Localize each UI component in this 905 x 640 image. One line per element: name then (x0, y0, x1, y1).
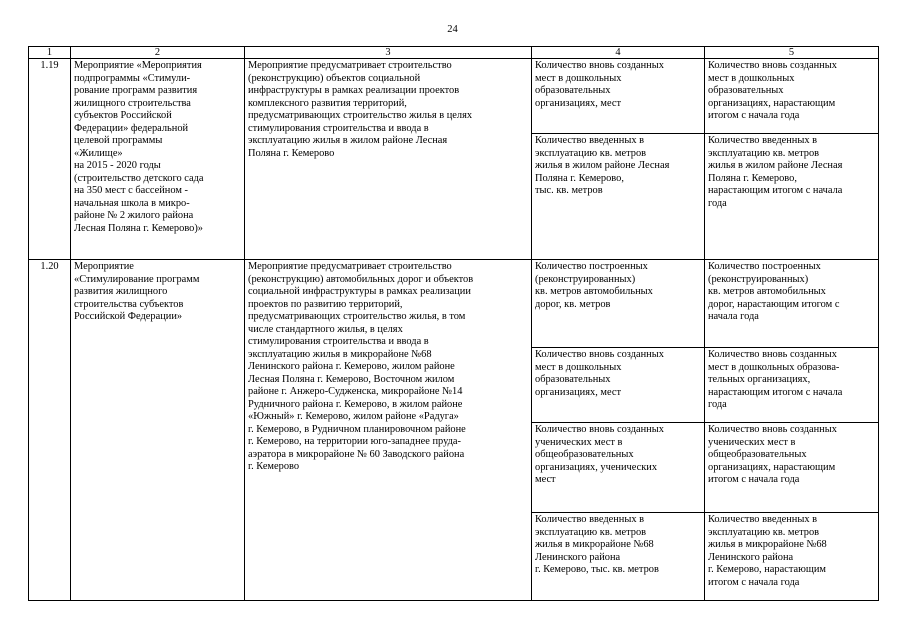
column-number: 4 (532, 47, 705, 59)
column-number: 1 (29, 47, 71, 59)
indicator-cumulative-text: Количество введенных в эксплуатацию кв. метров жилья в микрорайоне №68 Ленинского района г. Кемерово, нарастающим итогом с начала года (705, 513, 879, 601)
table-row (29, 260, 879, 348)
page-number: 24 (447, 24, 458, 35)
indicator-text: Количество построенных (реконструированных) кв. метров автомобильных дорог, кв. метров (532, 260, 705, 348)
indicator-cumulative-text: Количество вновь созданных ученических мест в общеобразовательных организациях, нарастающим итогом с начала года (705, 423, 879, 513)
measures-table (28, 46, 879, 601)
column-number: 5 (705, 47, 879, 59)
table-row (29, 59, 879, 134)
event-description: Мероприятие предусматривает строительство (реконструкцию) автомобильных дорог и объектов социальной инфраструктуры в рамках реализации проектов по развитию территорий, предусматривающих строительство жилья, в том числе стандартного жилья, в целях стимулирования строительства и ввода в эксплуатацию жилья в микрорайоне №68 Ленинского района г. Кемерово, жилом районе Лесная Поляна г. Кемерово, Восточном жилом районе г. Анжеро-Судженска, микрорайоне №14 Рудничного района г. Кемерово, в жилом районе «Южный» г. Кемерово, жилом районе «Радуга» г. Кемерово, в Рудничном планировочном районе г. Кемерово, на территории юго-западнее пруда- аэратора в микрорайоне № 60 Заводского района г. Кемерово (245, 260, 532, 601)
indicator-text: Количество введенных в эксплуатацию кв. метров жилья в микрорайоне №68 Ленинского района г. Кемерово, тыс. кв. метров (532, 513, 705, 601)
indicator-text: Количество вновь созданных ученических мест в общеобразовательных организациях, ученических мест (532, 423, 705, 513)
column-number: 2 (71, 47, 245, 59)
indicator-cumulative-text: Количество вновь созданных мест в дошкольных образовательных организациях, нарастающим итогом с начала года (705, 59, 879, 134)
row-number: 1.20 (29, 260, 71, 601)
event-name: Мероприятие «Стимулирование программ развития жилищного строительства субъектов Российской Федерации» (71, 260, 245, 601)
indicator-text: Количество вновь созданных мест в дошкольных образовательных организациях, мест (532, 348, 705, 423)
indicator-cumulative-text: Количество введенных в эксплуатацию кв. метров жилья в жилом районе Лесная Поляна г. Кемерово, нарастающим итогом с начала года (705, 134, 879, 260)
event-name: Мероприятие «Мероприятия подпрограммы «Стимули- рование программ развития жилищного строительства субъектов Российской Федерации» федеральной целевой программы «Жилище» на 2015 - 2020 годы (строительство детского сада на 350 мест с бассейном - начальная школа в микро- районе № 2 жилого района Лесная Поляна г. Кемерово)» (71, 59, 245, 260)
indicator-cumulative-text: Количество вновь созданных мест в дошкольных образова- тельных организациях, нарастающим итогом с начала года (705, 348, 879, 423)
event-description: Мероприятие предусматривает строительство (реконструкцию) объектов социальной инфраструктуры в рамках реализации проектов комплексного развития территорий, предусматривающих строительство жилья в целях стимулирования строительства и ввода в эксплуатацию жилья в жилом районе Лесная Поляна г. Кемерово (245, 59, 532, 260)
indicator-text: Количество введенных в эксплуатацию кв. метров жилья в жилом районе Лесная Поляна г. Кемерово, тыс. кв. метров (532, 134, 705, 260)
column-number: 3 (245, 47, 532, 59)
indicator-cumulative-text: Количество построенных (реконструированных) кв. метров автомобильных дорог, нарастающим итогом с начала года (705, 260, 879, 348)
indicator-text: Количество вновь созданных мест в дошкольных образовательных организациях, мест (532, 59, 705, 134)
row-number: 1.19 (29, 59, 71, 260)
column-number-row (29, 47, 879, 59)
